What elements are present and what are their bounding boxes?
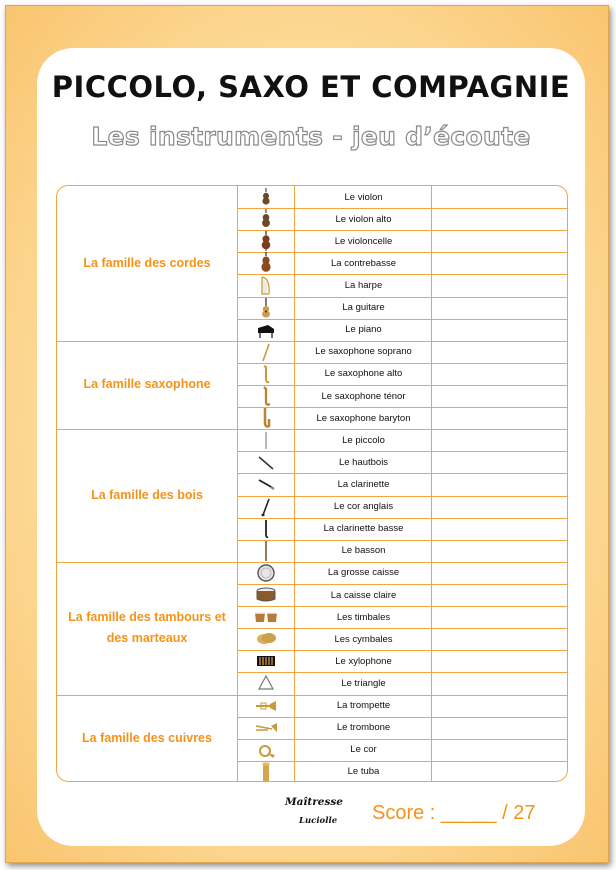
answer-cell[interactable] — [432, 518, 568, 540]
instrument-name: La guitare — [342, 302, 385, 314]
instrument-name: Le piano — [345, 324, 382, 336]
instrument-name: Le cor anglais — [333, 501, 394, 513]
answer-cell[interactable] — [432, 695, 568, 717]
piccolo-icon — [238, 429, 294, 451]
answer-cell[interactable] — [432, 496, 568, 518]
harp-icon — [238, 274, 294, 296]
answer-cell[interactable] — [432, 606, 568, 628]
cello-icon — [238, 230, 294, 252]
instrument-name: Le cor — [350, 744, 377, 756]
page-subtitle: Les instruments - jeu d’écoute — [91, 122, 531, 151]
xylophone-icon — [238, 650, 294, 672]
answer-cell[interactable] — [432, 584, 568, 606]
score-line: Score : _____ / 27 — [372, 802, 536, 824]
logo-line-1: Maîtresse — [285, 796, 343, 808]
family-label: La famille des bois — [91, 488, 203, 503]
trombone-icon — [238, 717, 294, 739]
english-horn-icon — [238, 496, 294, 518]
soprano-sax-icon — [238, 341, 294, 363]
bass-clarinet-icon — [238, 518, 294, 540]
answer-cell[interactable] — [432, 650, 568, 672]
page-title: PICCOLO, SAXO ET COMPAGNIE — [51, 70, 571, 104]
answer-cell[interactable] — [432, 297, 568, 319]
instrument-name: Les timbales — [336, 611, 391, 623]
instrument-name: Le xylophone — [335, 655, 392, 667]
violin-icon — [238, 186, 294, 208]
instrument-name: Le triangle — [341, 677, 386, 689]
answer-cell[interactable] — [432, 319, 568, 341]
family-label: La famille des cordes — [83, 255, 211, 270]
french-horn-icon — [238, 739, 294, 761]
answer-cell[interactable] — [432, 761, 568, 782]
clarinet-icon — [238, 473, 294, 495]
instrument-name: Le saxophone soprano — [315, 346, 412, 358]
answer-cell[interactable] — [432, 540, 568, 562]
answer-cell[interactable] — [432, 274, 568, 296]
instrument-name: La caisse claire — [330, 589, 397, 601]
trumpet-icon — [238, 695, 294, 717]
answer-cell[interactable] — [432, 739, 568, 761]
instrument-name: Le violon alto — [335, 213, 392, 225]
answer-cell[interactable] — [432, 628, 568, 650]
timpani-icon — [238, 606, 294, 628]
answer-cell[interactable] — [432, 429, 568, 451]
author-logo — [281, 794, 343, 834]
instrument-name: La contrebasse — [331, 257, 396, 269]
instrument-name: Les cymbales — [334, 633, 393, 645]
bassoon-icon — [238, 540, 294, 562]
family-label: La famille des cuivres — [82, 731, 212, 746]
instrument-name: La grosse caisse — [327, 567, 400, 579]
answer-cell[interactable] — [432, 252, 568, 274]
answer-cell[interactable] — [432, 562, 568, 584]
answer-cell[interactable] — [432, 451, 568, 473]
alto-sax-icon — [238, 363, 294, 385]
instrument-name: Le violon — [344, 191, 383, 203]
instrument-name: La harpe — [344, 279, 383, 291]
triangle-icon — [238, 672, 294, 694]
instrument-name: Le hautbois — [338, 456, 389, 468]
worksheet-card — [37, 48, 585, 846]
instrument-name: Le basson — [341, 545, 386, 557]
family-label: La famille des tambours et des marteaux — [68, 610, 226, 646]
tenor-sax-icon — [238, 385, 294, 407]
instrument-name: Le saxophone ténor — [321, 390, 406, 402]
piano-icon — [238, 319, 294, 341]
double-bass-icon — [238, 252, 294, 274]
snare-drum-icon — [238, 584, 294, 606]
logo-line-2: Luciolle — [299, 816, 338, 826]
answer-cell[interactable] — [432, 717, 568, 739]
bass-drum-icon — [238, 562, 294, 584]
instrument-name: Le saxophone alto — [324, 368, 403, 380]
worksheet-background — [5, 5, 609, 863]
instrument-name: Le saxophone baryton — [316, 412, 411, 424]
instrument-name: Le tuba — [347, 766, 380, 778]
answer-cell[interactable] — [432, 208, 568, 230]
cymbals-icon — [238, 628, 294, 650]
instrument-name: La trompette — [336, 700, 391, 712]
answer-cell[interactable] — [432, 363, 568, 385]
viola-icon — [238, 208, 294, 230]
instrument-name: La clarinette basse — [323, 523, 404, 535]
instrument-name: Le trombone — [336, 722, 391, 734]
instrument-name: Le piccolo — [342, 434, 385, 446]
guitar-icon — [238, 297, 294, 319]
answer-cell[interactable] — [432, 186, 568, 208]
answer-cell[interactable] — [432, 672, 568, 694]
instrument-name: La clarinette — [337, 478, 390, 490]
baritone-sax-icon — [238, 407, 294, 429]
answer-cell[interactable] — [432, 385, 568, 407]
answer-cell[interactable] — [432, 341, 568, 363]
tuba-icon — [238, 761, 294, 782]
answer-cell[interactable] — [432, 407, 568, 429]
instrument-name: Le violoncelle — [334, 235, 393, 247]
answer-cell[interactable] — [432, 473, 568, 495]
answer-cell[interactable] — [432, 230, 568, 252]
oboe-icon — [238, 451, 294, 473]
family-label: La famille saxophone — [83, 377, 211, 392]
instruments-table — [56, 185, 568, 782]
